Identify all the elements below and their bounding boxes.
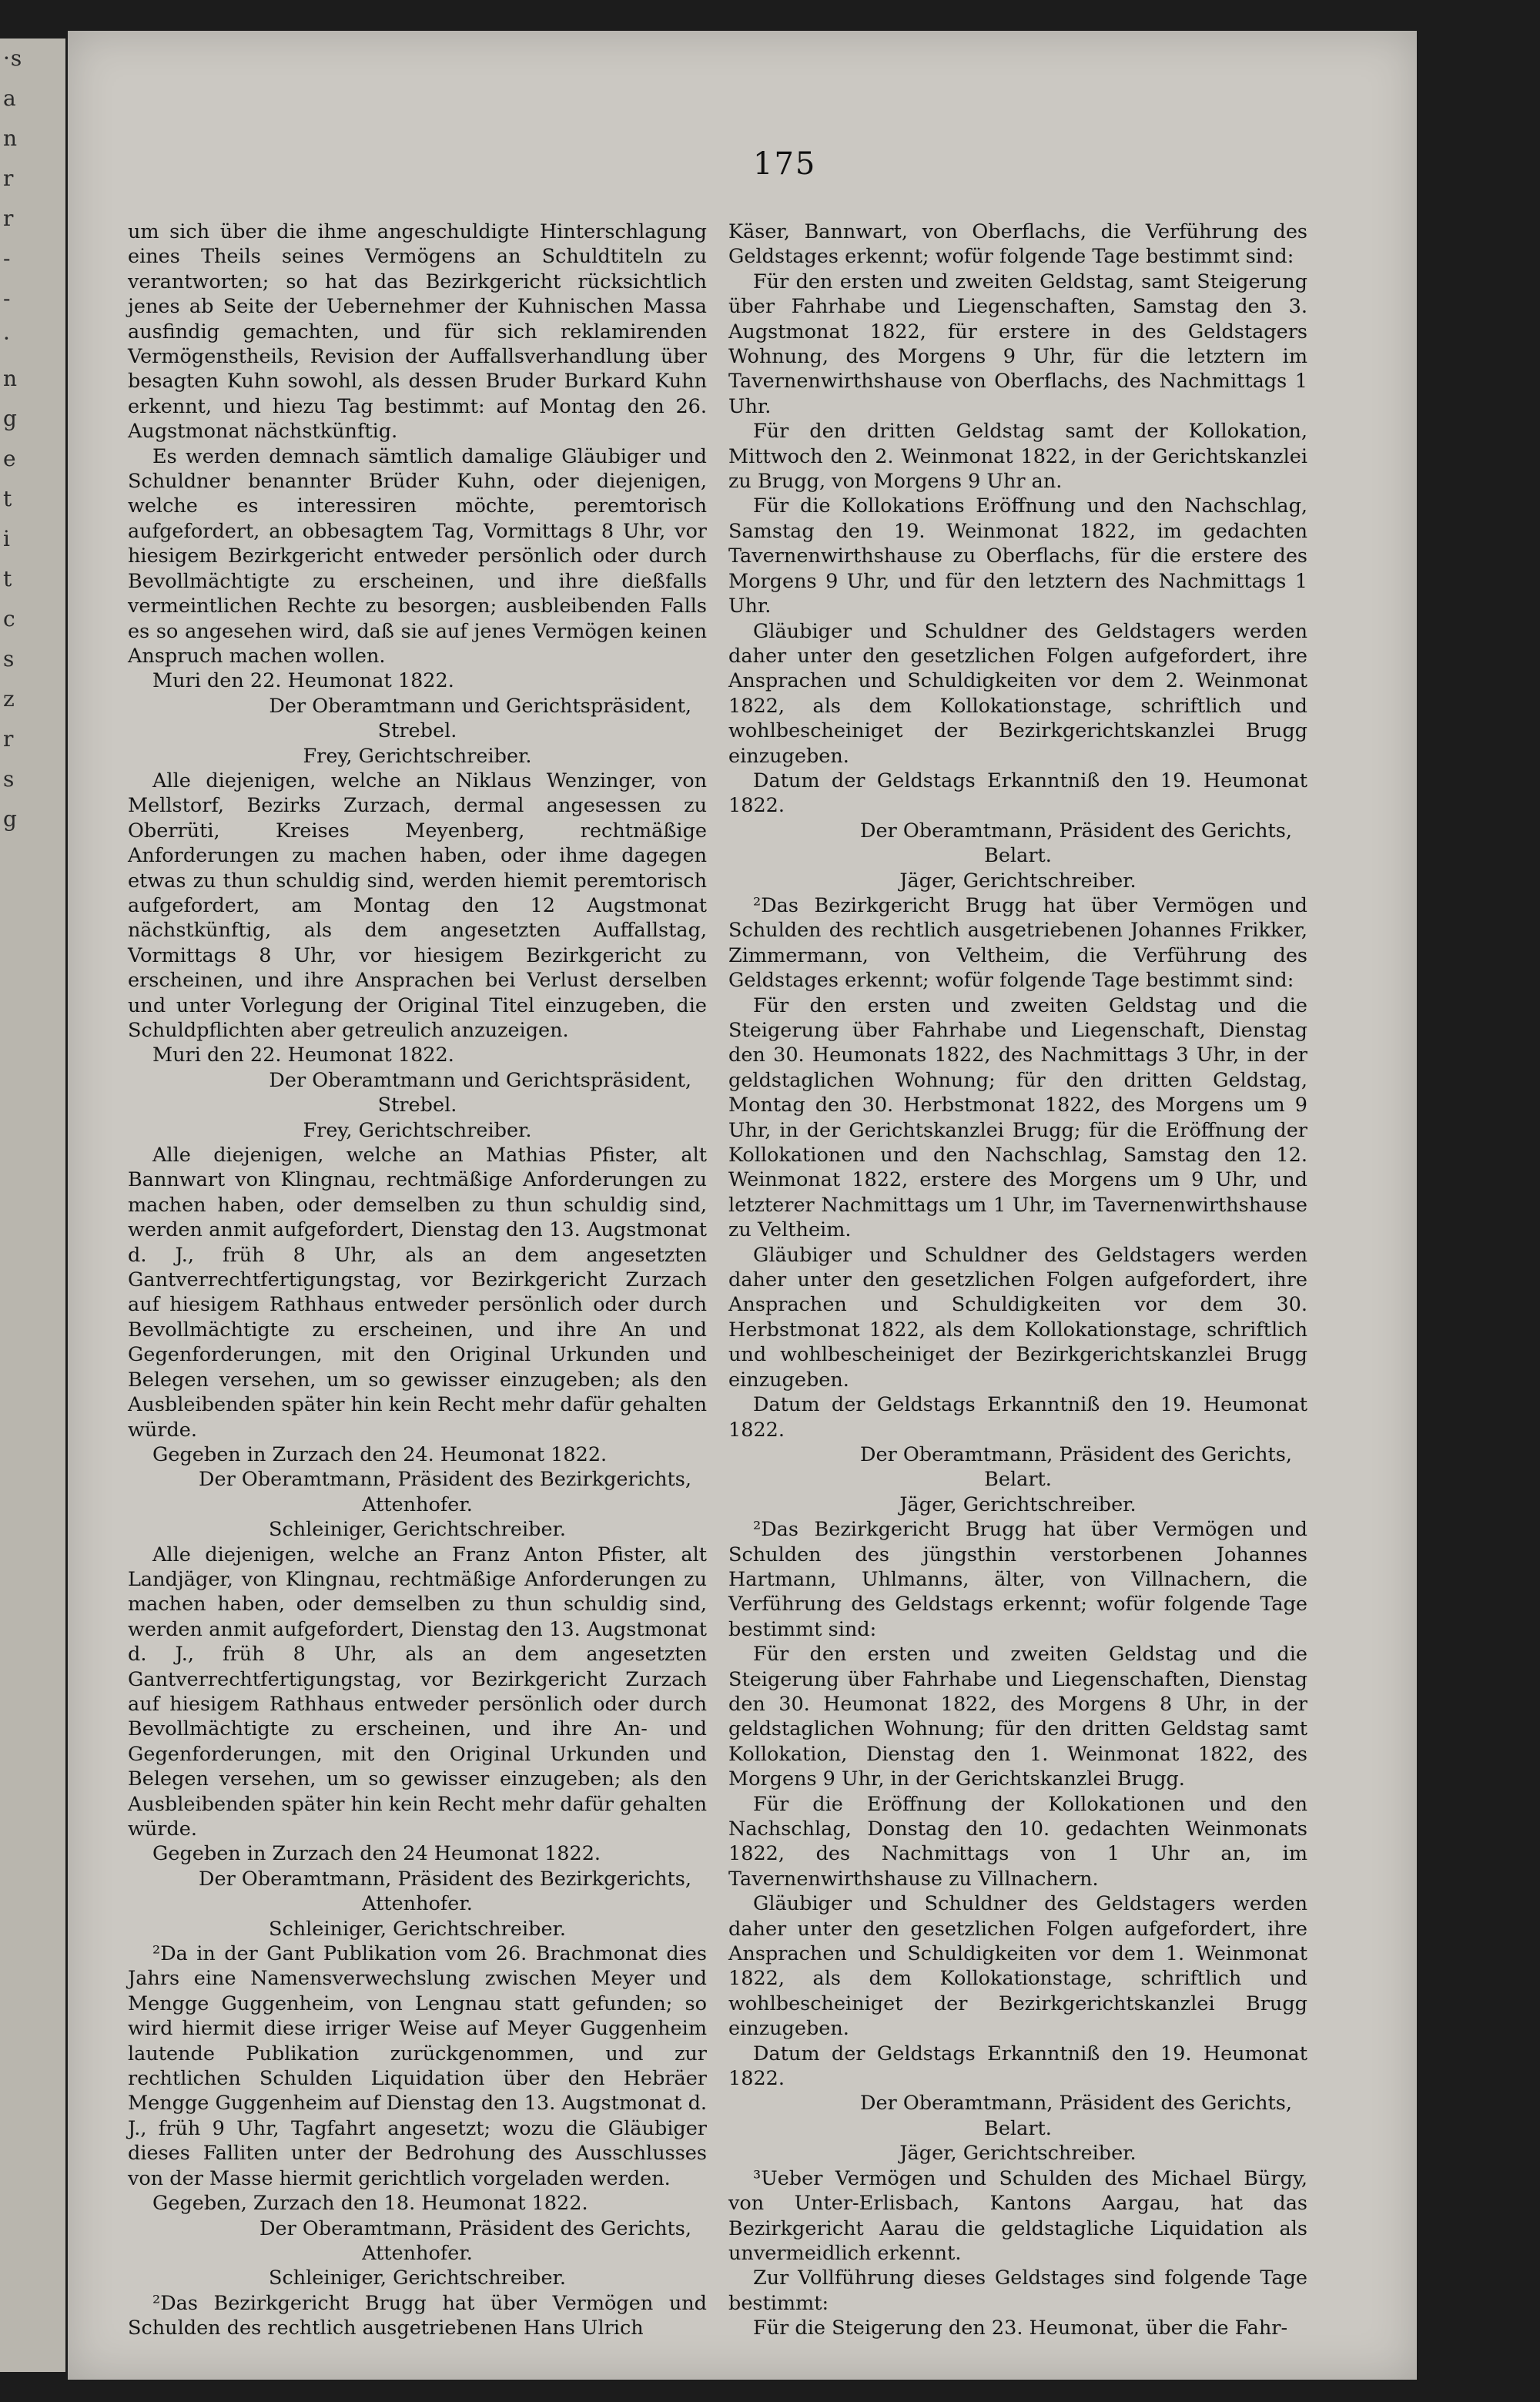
edge-fragment: - — [3, 286, 12, 311]
notice-text: Zur Vollführung dieses Geldstages sind folgende Tage bestimmt: — [728, 2266, 1307, 2315]
signature-title: Der Oberamtmann, Präsident des Gerichts, — [860, 2092, 1292, 2116]
edge-fragment: r — [3, 166, 15, 191]
signature-title: Der Oberamtmann, Präsident des Bezirkgerichts, — [199, 1867, 691, 1891]
scan-background — [1417, 31, 1540, 2380]
signature-title: Der Oberamtmann, Präsident des Gerichts, — [860, 819, 1292, 843]
edge-fragment: · — [3, 326, 11, 351]
signature-clerk: Schleiniger, Gerichtschreiber. — [268, 1917, 567, 1941]
notice-text: Es werden demnach sämtlich damalige Gläubiger und Schuldner benannter Brüder Kuhn, oder diejenigen, welche es interessiren möchte, peremtorisch aufgefordert, an obbesagtem Tag, Vormittags 8 Uhr, vor hiesigem Bezirkgericht entweder persönlich oder durch Bevollmächtigte zu erscheinen, und ihre dießfalls vermeintlichen Rechte zu besorgen; ausbleibenden Falls es so angesehen wird, daß sie auf jenes Vermögen keinen Anspruch machen wollen. — [128, 444, 707, 668]
signature-title: Der Oberamtmann und Gerichtspräsident, — [269, 1068, 691, 1092]
signature-clerk: Frey, Gerichtschreiber. — [303, 744, 532, 768]
edge-fragment: n — [3, 126, 18, 151]
newspaper-page — [68, 31, 1417, 2380]
notice-date: Datum der Geldstags Erkanntniß den 19. Heumonat 1822. — [728, 2042, 1307, 2091]
signature-name: Strebel. — [377, 1094, 457, 1117]
notice-text: ²Das Bezirkgericht Brugg hat über Vermögen und Schulden des jüngsthin verstorbenen Johannes Hartmann, Uhlmanns, älter, von Villnachern, die Verführung des Geldstags erkennt; wofür folgende Tage bestimmt sind: — [728, 1518, 1307, 1641]
signature-clerk: Jäger, Gerichtschreiber. — [899, 869, 1137, 893]
notice-text: Gläubiger und Schuldner des Geldstagers werden daher unter den gesetzlichen Folgen aufgefordert, ihre Ansprachen und Schuldigkeiten vor dem 1. Weinmonat 1822, als dem Kollokationstage, schriftlich und wohlbescheiniget der Bezirkgerichtskanzlei Brugg einzugeben. — [728, 1892, 1307, 2041]
notice-text: Alle diejenigen, welche an Franz Anton Pfister, alt Landjäger, von Klingnau, rechtmäßige Anforderungen zu machen haben, oder demselben zu thun schuldig sind, werden anmit aufgefordert, Dienstag den 13. Augstmonat d. J., früh 8 Uhr, als an dem angesetzten Gantverrechtfertigungstag, vor Bezirkgericht Zurzach auf hiesigem Rathhaus entweder persönlich oder durch Bevollmächtigte zu erscheinen, und ihre An- und Gegenforderungen, mit den Original Urkunden und Belegen versehen, um so gewisser einzugeben; als den Ausbleibenden später hin kein Recht mehr dafür gehalten würde. — [128, 1543, 707, 1841]
notice-text: Für den ersten und zweiten Geldstag, samt Steigerung über Fahrhabe und Liegenschaften, Samstag den 3. Augstmonat 1822, für erstere in des Geldstagers Wohnung, des Morgens 9 Uhr, für die letztern im Tavernenwirthshause von Oberflachs, des Nachmittags 1 Uhr. — [728, 270, 1307, 418]
notice-text: Alle diejenigen, welche an Mathias Pfister, alt Bannwart von Klingnau, rechtmäßige Anforderungen zu machen haben, oder demselben zu thun schuldig sind, werden anmit aufgefordert, Dienstag den 13. Augstmonat d. J., früh 8 Uhr, als an dem angesetzten Gantverrechtfertigungstag, vor Bezirkgericht Zurzach auf hiesigem Rathhaus entweder persönlich oder durch Bevollmächtigte zu erscheinen, und ihre An und Gegenforderungen, mit den Original Urkunden und Belegen versehen, um so gewisser einzugeben; als den Ausbleibenden später hin kein Recht mehr dafür gehalten würde. — [128, 1144, 707, 1442]
edge-fragment: s — [3, 766, 15, 792]
notice-text: Für den ersten und zweiten Geldstag und die Steigerung über Fahrhabe und Liegenschaften, Dienstag den 30. Heumonat 1822, des Morgens 8 Uhr, in der geldstaglichen Wohnung; für den dritten Geldstag samt Kollokation, Dienstag den 1. Weinmonat 1822, des Morgens 9 Uhr, in der Gerichtskanzlei Brugg. — [728, 1643, 1307, 1791]
signature-name: Strebel. — [377, 719, 457, 743]
edge-fragment: z — [3, 686, 15, 712]
notice-date: Muri den 22. Heumonat 1822. — [152, 669, 454, 693]
notice-text: Alle diejenigen, welche an Niklaus Wenzinger, von Mellstorf, Bezirks Zurzach, dermal angesessen zu Oberrüti, Kreises Meyenberg, rechtmäßige Anforderungen zu machen haben, oder ihme dagegen etwas zu thun schuldig sind, werden hiemit peremtorisch aufgefordert, am Montag den 12 Augstmonat nächstkünftig, als dem angesetzten Auffallstag, Vormittags 8 Uhr, vor hiesigem Bezirkgericht zu erscheinen, und ihre Ansprachen bei Verlust derselben und unter Vorlegung der Original Titel einzugeben, die Schuldpflichten aber getreulich anzuzeigen. — [128, 769, 707, 1042]
edge-fragment: a — [3, 85, 17, 111]
signature-title: Der Oberamtmann, Präsident des Gerichts, — [860, 1442, 1292, 1466]
edge-fragment: s — [3, 646, 15, 672]
signature-name: Attenhofer. — [362, 1892, 473, 1916]
notice-date: Muri den 22. Heumonat 1822. — [152, 1044, 454, 1067]
edge-fragment: g — [3, 406, 18, 431]
notice-text: ³Ueber Vermögen und Schulden des Michael Bürgy, von Unter-Erlisbach, Kantons Aargau, hat das Bezirkgericht Aarau die geldstagliche Liquidation als unvermeidlich erkennt. — [728, 2166, 1307, 2265]
notice-date: Gegeben in Zurzach den 24. Heumonat 1822. — [152, 1442, 608, 1466]
edge-fragment: i — [3, 526, 11, 551]
page-number: 175 — [753, 146, 817, 182]
signature-name: Belart. — [984, 2116, 1052, 2140]
edge-fragment: ·s — [3, 45, 23, 71]
previous-page-edge — [0, 39, 65, 2372]
signature-name: Attenhofer. — [362, 2241, 473, 2265]
signature-name: Attenhofer. — [362, 1492, 473, 1516]
signature-clerk: Schleiniger, Gerichtschreiber. — [268, 1518, 567, 1542]
notice-text: Für den ersten und zweiten Geldstag und die Steigerung über Fahrhabe und Liegenschaft, Dienstag den 30. Heumonats 1822, des Nachmittags 3 Uhr, in der geldstaglichen Wohnung; für den dritten Geldstag, Montag den 30. Herbstmonat 1822, des Morgens um 9 Uhr, in der Gerichtskanzlei Brugg; für die Eröffnung der Kollokationen und den Nachschlag, Samstag den 12. Weinmonat 1822, erstere des Morgens um 9 Uhr, und letzterer Nachmittags um 1 Uhr, im Tavernenwirthshause zu Veltheim. — [728, 993, 1307, 1242]
notice-text: um sich über die ihme angeschuldigte Hinterschlagung eines Theils seines Vermögens an Schuldtiteln zu verantworten; so hat das Bezirkgericht rücksichtlich jenes ab Seite der Uebernehmer der Kuhnischen Massa ausfindig gemachten, und für sich reklamirenden Vermögenstheils, Revision der Auffallsverhandlung über besagten Kuhn sowohl, als dessen Bruder Burkard Kuhn erkennt, und hiezu Tag bestimmt: auf Montag den 26. Augstmonat nächstkünftig. — [128, 220, 707, 444]
edge-fragment: - — [3, 246, 12, 271]
signature-name: Belart. — [984, 1468, 1052, 1492]
edge-fragment: c — [3, 606, 16, 631]
notice-text: Gläubiger und Schuldner des Geldstagers werden daher unter den gesetzlichen Folgen aufgefordert, ihre Ansprachen und Schuldigkeiten vor dem 30. Herbstmonat 1822, als dem Kollokationstage, schriftlich und wohlbescheiniget der Bezirkgerichtskanzlei Brugg einzugeben. — [728, 1243, 1307, 1392]
edge-fragment: e — [3, 446, 17, 471]
signature-title: Der Oberamtmann und Gerichtspräsident, — [269, 694, 691, 718]
signature-clerk: Jäger, Gerichtschreiber. — [899, 1492, 1137, 1516]
notice-date: Datum der Geldstags Erkanntniß den 19. Heumonat 1822. — [728, 769, 1307, 818]
right-column — [728, 219, 1307, 2341]
edge-fragment: n — [3, 366, 18, 391]
notice-text: ²Das Bezirkgericht Brugg hat über Vermögen und Schulden des rechtlich ausgetriebenen Johannes Frikker, Zimmermann, von Veltheim, die Verführung des Geldstages erkennt; wofür folgende Tage bestimmt sind: — [728, 893, 1307, 993]
left-column — [128, 219, 707, 2341]
signature-clerk: Frey, Gerichtschreiber. — [303, 1118, 532, 1142]
notice-text: Für die Kollokations Eröffnung und den Nachschlag, Samstag den 19. Weinmonat 1822, im gedachten Tavernenwirthshause zu Oberflachs, für die erstere des Morgens 9 Uhr, und für den letztern des Nachmittags 1 Uhr. — [728, 494, 1307, 618]
edge-fragment: t — [3, 566, 13, 591]
notice-text: Für den dritten Geldstag samt der Kollokation, Mittwoch den 2. Weinmonat 1822, in der Gerichtskanzlei zu Brugg, von Morgens 9 Uhr an. — [728, 420, 1307, 494]
notice-text: Für die Eröffnung der Kollokationen und den Nachschlag, Donstag den 10. gedachten Weinmonats 1822, des Nachmittags von 1 Uhr an, im Tavernenwirthshause zu Villnachern. — [728, 1792, 1307, 1891]
notice-date: Datum der Geldstags Erkanntniß den 19. Heumonat 1822. — [728, 1393, 1307, 1442]
signature-clerk: Jäger, Gerichtschreiber. — [899, 2142, 1137, 2166]
edge-fragment: t — [3, 486, 13, 511]
signature-name: Belart. — [984, 844, 1052, 868]
notice-text: Käser, Bannwart, von Oberflachs, die Verführung des Geldstages erkennt; wofür folgende Tage bestimmt sind: — [728, 220, 1307, 269]
signature-title: Der Oberamtmann, Präsident des Bezirkgerichts, — [199, 1468, 691, 1492]
edge-fragment: g — [3, 806, 18, 832]
notice-text: Für die Steigerung den 23. Heumonat, über die Fahr- — [753, 2317, 1288, 2340]
edge-fragment: r — [3, 206, 15, 231]
edge-fragment: r — [3, 726, 15, 752]
notice-date: Gegeben, Zurzach den 18. Heumonat 1822. — [152, 2192, 588, 2216]
notice-text: ²Da in der Gant Publikation vom 26. Brachmonat dies Jahrs eine Namensverwechslung zwischen Meyer und Mengge Guggenheim, von Lengnau statt gefunden; so wird hiermit diese irriger Weise auf Meyer Guggenheim lautende Publikation zurückgenommen, und zur rechtlichen Schulden Liquidation über den Hebräer Mengge Guggenheim auf Dienstag den 13. Augstmonat d. J., früh 9 Uhr, Tagfahrt angesetzt; wozu die Gläubiger dieses Falliten unter der Bedrohung des Ausschlusses von der Masse hiermit gerichtlich vorgeladen werden. — [128, 1942, 707, 2190]
notice-text: ²Das Bezirkgericht Brugg hat über Vermögen und Schulden des rechtlich ausgetriebenen Hans Ulrich — [128, 2291, 707, 2340]
signature-clerk: Schleiniger, Gerichtschreiber. — [268, 2266, 567, 2290]
signature-title: Der Oberamtmann, Präsident des Gerichts, — [259, 2216, 691, 2240]
notice-text: Gläubiger und Schuldner des Geldstagers werden daher unter den gesetzlichen Folgen aufgefordert, ihre Ansprachen und Schuldigkeiten vor dem 2. Weinmonat 1822, als dem Kollokationstage, schriftlich und wohlbescheiniget der Bezirkgerichtskanzlei Brugg einzugeben. — [728, 619, 1307, 768]
notice-date: Gegeben in Zurzach den 24 Heumonat 1822. — [152, 1842, 601, 1866]
